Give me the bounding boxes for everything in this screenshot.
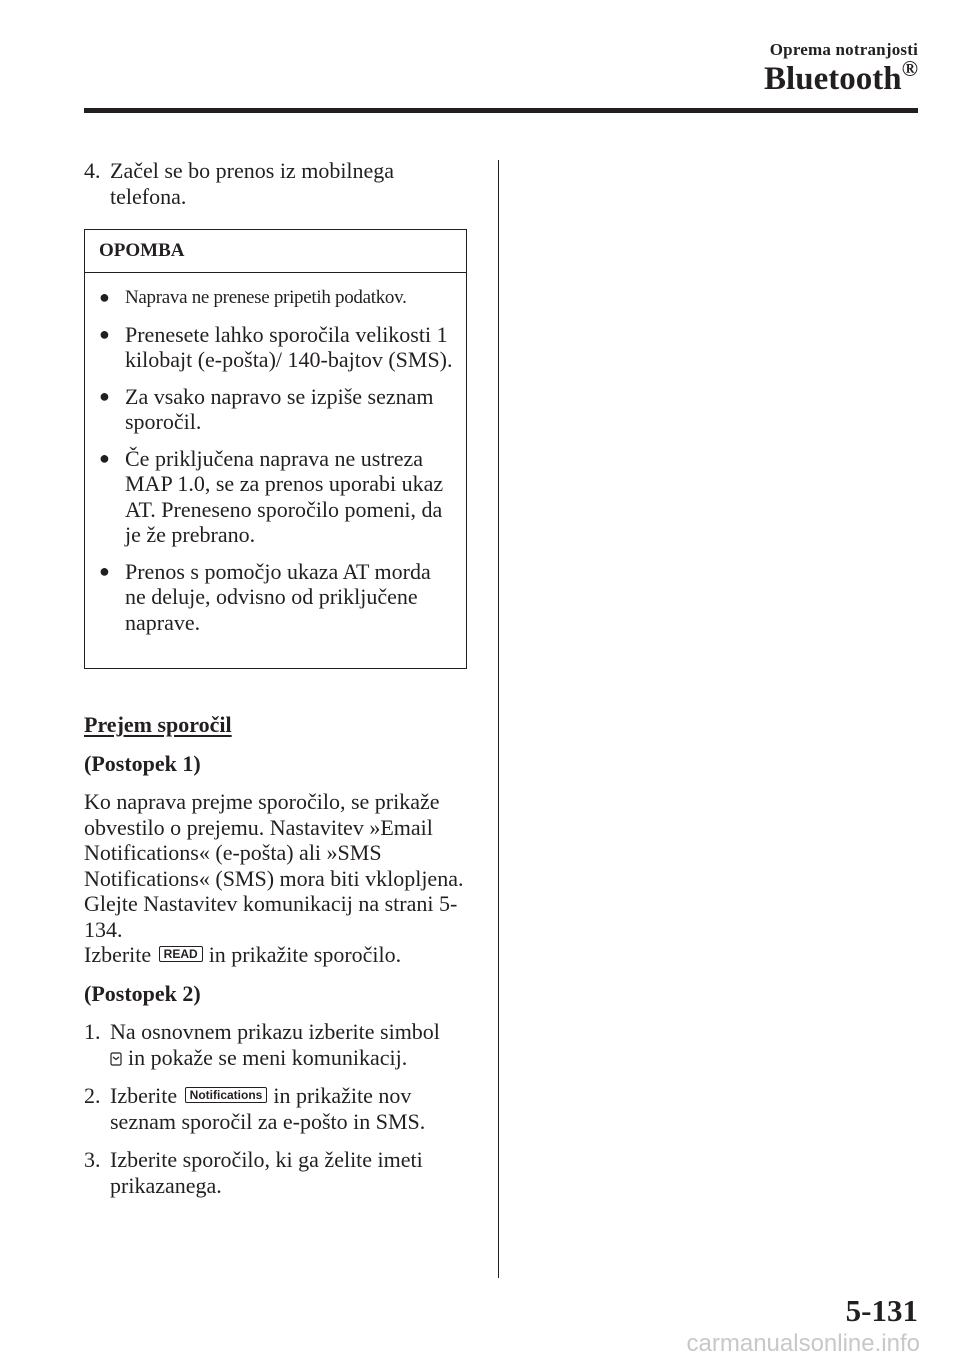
- procedure-2-step-3: [84, 1147, 474, 1198]
- section-heading: Prejem sporočil: [84, 712, 232, 737]
- step-text: Izberite sporočilo, ki ga želite imeti prikazanega.: [110, 1147, 423, 1198]
- bullet-icon: ●: [99, 447, 110, 468]
- step-number: 2.: [84, 1083, 101, 1108]
- message-icon: [110, 1052, 122, 1066]
- page-number: 5-131: [845, 1293, 918, 1328]
- note-item-text: Prenesete lahko sporočila velikosti 1 kilobajt (e-pošta)/ 140-bajtov (SMS).: [125, 321, 453, 372]
- step-4: [84, 158, 474, 209]
- note-list: [85, 273, 466, 635]
- procedure-1-title: (Postopek 1): [84, 750, 201, 776]
- select-label: Izberite: [84, 942, 152, 967]
- step-text-post: in pokaže se meni komunikacij.: [128, 1044, 408, 1070]
- note-item-text: Če priključena naprava ne ustreza MAP 1.0, se za prenos uporabi ukaz AT. Preneseno sporočilo pomeni, da je že prebrano.: [125, 445, 444, 547]
- bullet-icon: ●: [99, 560, 110, 581]
- header-rule: [84, 108, 918, 113]
- procedure-2-step-1: [84, 1019, 474, 1070]
- notifications-button[interactable]: Notifications: [185, 1087, 268, 1103]
- receive-section: [84, 712, 474, 1198]
- step-number: 3.: [84, 1147, 101, 1172]
- section-title: Oprema notranjosti: [769, 40, 918, 59]
- note-item-text: Prenos s pomočjo ukaza AT morda ne deluje, odvisno od priključene naprave.: [125, 558, 431, 635]
- step-text: [110, 1083, 474, 1134]
- read-button[interactable]: READ: [159, 946, 203, 962]
- chapter-title-text: Bluetooth: [764, 61, 902, 97]
- bullet-icon: ●: [99, 385, 110, 406]
- watermark: carmanualsonline.info: [686, 1330, 920, 1357]
- step-text-pre: Na osnovnem prikazu izberite simbol: [110, 1019, 440, 1044]
- step-text: Začel se bo prenos iz mobilnega telefona.: [110, 158, 395, 209]
- note-item: [99, 559, 456, 636]
- procedure-1-select: [84, 942, 474, 968]
- procedure-2-title: (Postopek 2): [84, 980, 201, 1006]
- note-title: OPOMBA: [85, 230, 466, 273]
- bullet-icon: ●: [99, 323, 110, 344]
- step-text-post: in prikažite nov seznam sporočil za e-pošto in SMS.: [110, 1083, 426, 1134]
- note-item: [99, 446, 456, 548]
- note-box: [84, 229, 467, 669]
- note-item: [99, 322, 456, 373]
- procedure-1-text: Ko naprava prejme sporočilo, se prikaže obvestilo o prejemu. Nastavitev »Email Notifications« (e-pošta) ali »SMS Notifications« (SMS) mora biti vklopljena. Glejte Nastavitev komunikacij na strani 5-134.: [84, 789, 464, 942]
- select-text: in prikažite sporočilo.: [208, 942, 402, 967]
- note-item-text: Naprava ne prenese pripetih podatkov.: [125, 287, 407, 308]
- step-text-pre: Izberite: [110, 1083, 178, 1108]
- step-number: 1.: [84, 1019, 101, 1044]
- note-item-text: Za vsako napravo se izpiše seznam sporočil.: [125, 383, 434, 434]
- note-item: [99, 384, 456, 435]
- chapter-title: [764, 56, 918, 98]
- step-text: [110, 1019, 474, 1070]
- column-divider: [498, 160, 499, 1278]
- procedure-2-step-2: [84, 1083, 474, 1134]
- step-number: 4.: [84, 158, 101, 183]
- note-item: [99, 285, 456, 311]
- bullet-icon: ●: [99, 287, 110, 307]
- registered-mark: ®: [901, 56, 918, 81]
